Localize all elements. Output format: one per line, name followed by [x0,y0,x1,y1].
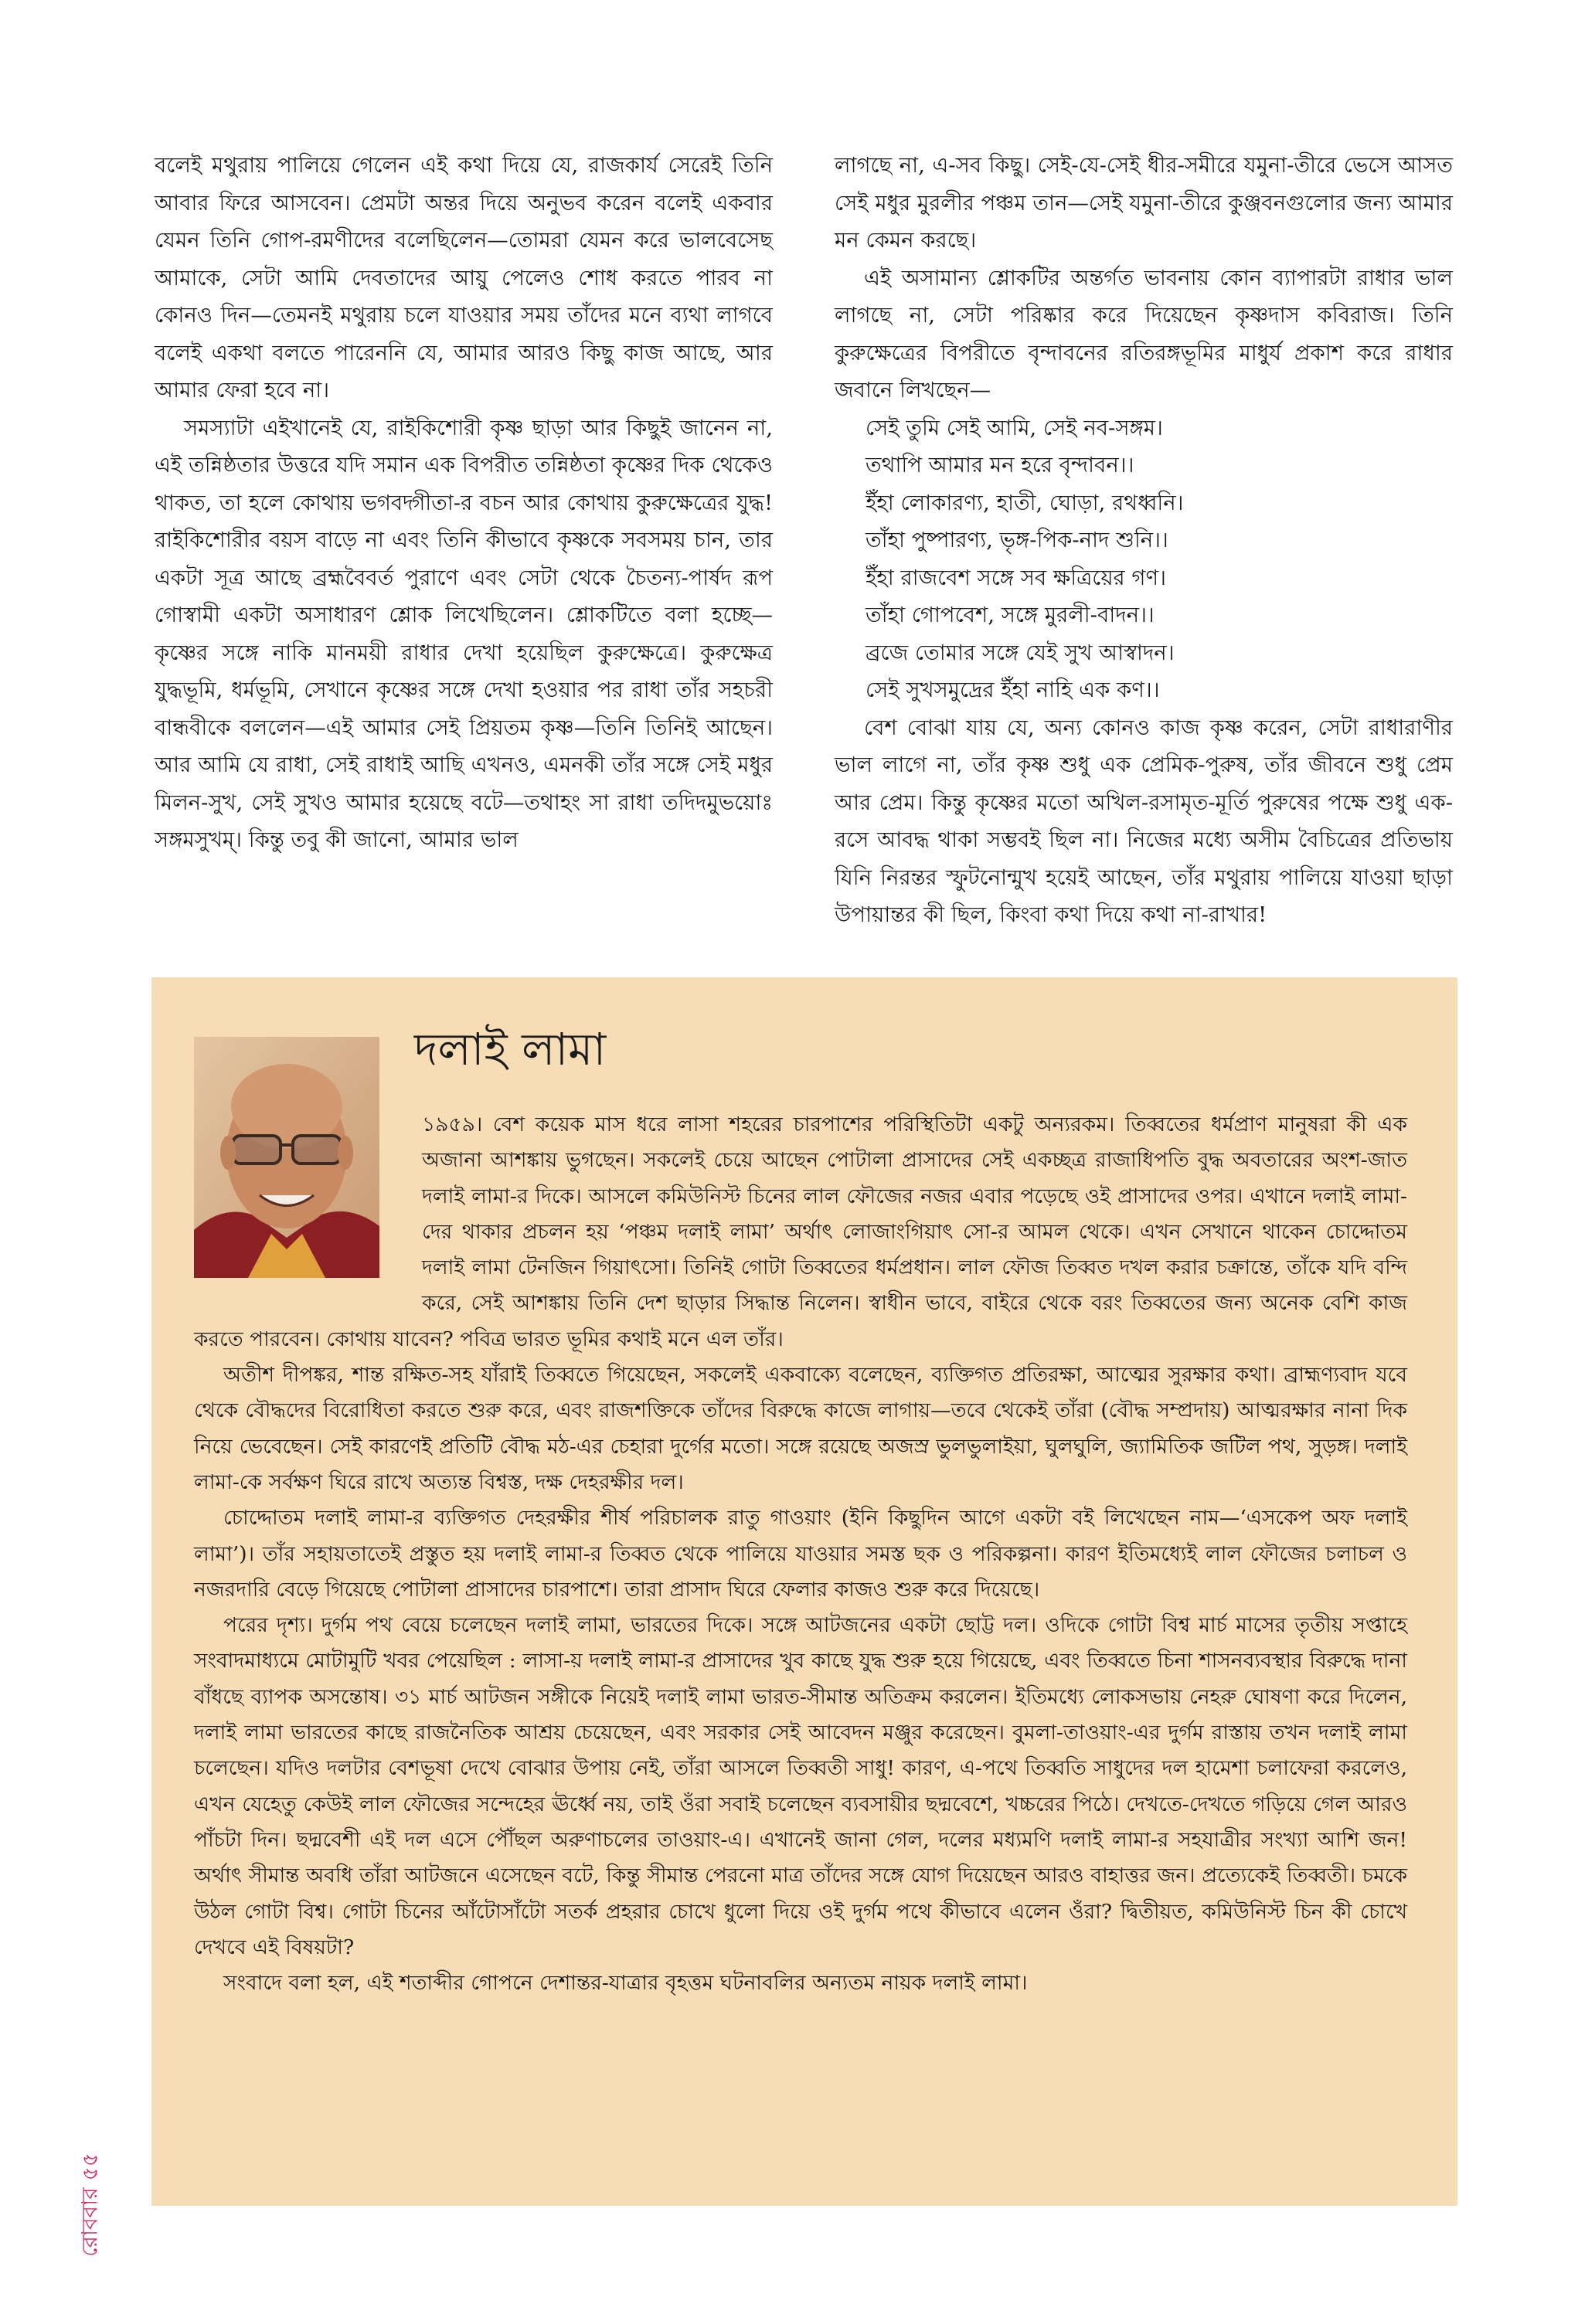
verse-line: তাঁহা গোপবেশ, সঙ্গে মুরলী-বাদন।। [866,603,1155,627]
verse-line: সেই তুমি সেই আমি, সেই নব-সঙ্গম। [866,415,1163,440]
article-paragraph: সমস্যাটা এইখানেই যে, রাইকিশোরী কৃষ্ণ ছাড়া আর কিছুই জানেন না, এই তন্নিষ্ঠতার উত্তরে যদি সমান এক বিপরীত তন্নিষ্ঠতা কৃষ্ণের দিক থেকেও থাকত, তা হলে কোথায় ভগবদ্গীতা-র বচন আর কোথায় কুরুক্ষেত্রের যুদ্ধ! রাইকিশোরীর বয়স বাড়ে না এবং তিনি কীভাবে কৃষ্ণকে সবসময় চান, তার একটা সূত্র আছে ব্রহ্মবৈবর্ত পুরাণে এবং সেটা থেকে চৈতন্য-পার্ষদ রূপ গোস্বামী একটা অসাধারণ শ্লোক লিখেছিলেন। শ্লোকটিতে বলা হচ্ছে—কৃষ্ণের সঙ্গে নাকি মানময়ী রাধার দেখা হয়েছিল কুরুক্ষেত্রে। কুরুক্ষেত্র যুদ্ধভূমি, ধর্মভূমি, সেখানে কৃষ্ণের সঙ্গে দেখা হওয়ার পর রাধা তাঁর সহচরী বান্ধবীকে বললেন—এই আমার সেই প্রিয়তম কৃষ্ণ—তিনি তিনিই আছেন। আর আমি যে রাধা, সেই রাধাই আছি এখনও, এমনকী তাঁর সঙ্গে সেই মধুর মিলন-সুখ, সেই সুখও আমার হয়েছে বটে—তথাহং সা রাধা তদিদমুভয়োঃ সঙ্গমসুখম্। কিন্তু তবু কী জানো, আমার ভাল [155,415,773,852]
verse-line: ইঁহা রাজবেশ সঙ্গে সব ক্ষত্রিয়ের গণ। [866,565,1166,590]
article-column-right [835,147,1453,934]
article-column-left [155,147,773,859]
sidebar-paragraph: পরের দৃশ্য। দুর্গম পথ বেয়ে চলেছেন দলাই লামা, ভারতের দিকে। সঙ্গে আটজনের একটা ছোট্ট দল। ওদিকে গোটা বিশ্ব মার্চ মাসের তৃতীয় সপ্তাহে সংবাদমাধ্যমে মোটামুটি খবর পেয়েছিল : লাসা-য় দলাই লামা-র প্রাসাদের খুব কাছে যুদ্ধ শুরু হয়ে গিয়েছে, এবং তিব্বতে চিনা শাসনব্যবস্থার বিরুদ্ধে দানা বাঁধছে ব্যাপক অসন্তোষ। ৩১ মার্চ আটজন সঙ্গীকে নিয়েই দলাই লামা ভারত-সীমান্ত অতিক্রম করলেন। ইতিমধ্যে লোকসভায় নেহরু ঘোষণা করে দিলেন, দলাই লামা ভারতের কাছে রাজনৈতিক আশ্রয় চেয়েছেন, এবং সরকার সেই আবেদন মঞ্জুর করেছেন। বুমলা-তাওয়াং-এর দুর্গম রাস্তায় তখন দলাই লামা চলেছেন। যদিও দলটার বেশভূষা দেখে বোঝার উপায় নেই, তাঁরা আসলে তিব্বতী সাধু! কারণ, এ-পথে তিব্বতি সাধুদের দল হামেশা চলাফেরা করলেও, এখন যেহেতু কেউই লাল ফৌজের সন্দেহের ঊর্ধ্বে নয়, তাই ওঁরা সবাই চলেছেন ব্যবসায়ীর ছদ্মবেশে, খচ্চরের পিঠে। দেখতে-দেখতে গড়িয়ে গেল আরও পাঁচটা দিন। ছদ্মবেশী এই দল এসে পৌঁছল অরুণাচলের তাওয়াং-এ। এখানেই জানা গেল, দলের মধ্যমণি দলাই লামা-র সহযাত্রীর সংখ্যা আশি জন! অর্থাৎ সীমান্ত অবধি তাঁরা আটজনে এসেছেন বটে, কিন্তু সীমান্ত পেরনো মাত্র তাঁদের সঙ্গে যোগ দিয়েছেন আরও বাহাত্তর জন। প্রত্যেকেই তিব্বতী। চমকে উঠল গোটা বিশ্ব। গোটা চিনের আঁটোসাঁটো সতর্ক প্রহরার চোখে ধুলো দিয়ে ওই দুর্গম পথে কীভাবে এলেন ওঁরা? দ্বিতীয়ত, কমিউনিস্ট চিন কী চোখে দেখবে এই বিষয়টা? [194,1613,1407,1959]
verse-line: ইঁহা লোকারণ্য, হাতী, ঘোড়া, রথধ্বনি। [866,490,1184,515]
article-paragraph: এই অসামান্য শ্লোকটির অন্তর্গত ভাবনায় কোন ব্যাপারটা রাধার ভাল লাগছে না, সেটা পরিষ্কার করে দিয়েছেন কৃষ্ণদাস কবিরাজ। তিনি কুরুক্ষেত্রের বিপরীতে বৃন্দাবনের রতিরঙ্গভূমির মাধুর্য প্রকাশ করে রাধার জবানে লিখছেন— [835,265,1453,403]
folio-text: রোববার ৫৫ [77,2152,103,2257]
photo-spacer [194,1107,422,1320]
verse-line: তথাপি আমার মন হরে বৃন্দাবন।। [866,453,1134,477]
sidebar-paragraph: চোদ্দোতম দলাই লামা-র ব্যক্তিগত দেহরক্ষীর শীর্ষ পরিচালক রাতু গাওয়াং (ইনি কিছুদিন আগে একটা বই লিখেছেন নাম—‘এসকেপ অফ দলাই লামা’)। তাঁর সহায়তাতেই প্রস্তুত হয় দলাই লামা-র তিব্বত থেকে পালিয়ে যাওয়ার সমস্ত ছক ও পরিকল্পনা। কারণ ইতিমধ্যেই লাল ফৌজের চলাচল ও নজরদারি বেড়ে গিয়েছে পোটালা প্রাসাদের চারপাশে। তারা প্রাসাদ ঘিরে ফেলার কাজও শুরু করে দিয়েছে। [194,1506,1407,1602]
sidebar-box [151,977,1457,2206]
verse-line: ব্রজে তোমার সঙ্গে যেই সুখ আস্বাদন। [866,640,1175,665]
sidebar-paragraph: অতীশ দীপঙ্কর, শান্ত রক্ষিত-সহ যাঁরাই তিব্বতে গিয়েছেন, সকলেই একবাক্যে বলেছেন, ব্যক্তিগত প্রতিরক্ষা, আত্মের সুরক্ষার কথা। ব্রাহ্মণ্যবাদ যবে থেকে বৌদ্ধদের বিরোধিতা করতে শুরু করে, এবং রাজশক্তিকে তাঁদের বিরুদ্ধে কাজে লাগায়—তবে থেকেই তাঁরা (বৌদ্ধ সম্প্রদায়) আত্মরক্ষার নানা দিক নিয়ে ভেবেছেন। সেই কারণেই প্রতিটি বৌদ্ধ মঠ-এর চেহারা দুর্গের মতো। সঙ্গে রয়েছে অজস্র ভুলভুলাইয়া, ঘুলঘুলি, জ্যামিতিক জটিল পথ, সুড়ঙ্গ। দলাই লামা-কে সর্বক্ষণ ঘিরে রাখে অত্যন্ত বিশ্বস্ত, দক্ষ দেহরক্ষীর দল। [194,1363,1407,1494]
verse-line: তাঁহা পুষ্পারণ্য, ভৃঙ্গ-পিক-নাদ শুনি।। [866,528,1168,552]
sidebar-paragraph: সংবাদে বলা হল, এই শতাব্দীর গোপনে দেশান্তর-যাত্রার বৃহত্তম ঘটনাবলির অন্যতম নায়ক দলাই লামা। [223,1971,1028,1996]
sidebar-text [194,1107,1407,2001]
sidebar-paragraph: ১৯৫৯। বেশ কয়েক মাস ধরে লাসা শহরের চারপাশের পরিস্থিতিটা একটু অন্যরকম। তিব্বতের ধর্মপ্রাণ মানুষরা কী এক অজানা আশঙ্কায় ভুগছেন। সকলেই চেয়ে আছেন পোটালা প্রাসাদের সেই একচ্ছত্র রাজাধিপতি বুদ্ধ অবতারের অংশ-জাত দলাই লামা-র দিকে। আসলে কমিউনিস্ট চিনের লাল ফৌজের নজর এবার পড়েছে ওই প্রাসাদের ওপর। এখানে দলাই লামা-দের থাকার প্রচলন হয় ‘পঞ্চম দলাই লামা’ অর্থাৎ লোজাংগিয়াৎ সো-র আমল থেকে। এখন সেখানে থাকেন চোদ্দোতম দলাই লামা টেনজিন গিয়াৎসো। তিনিই গোটা তিব্বতের ধর্মপ্রধান। লাল ফৌজ তিব্বত দখল করার চক্রান্তে, তাঁকে যদি বন্দি করে, সেই আশঙ্কায় তিনি দেশ ছাড়ার সিদ্ধান্ত নিলেন। স্বাধীন ভাবে, বাইরে থেকে বরং তিব্বতের জন্য অনেক বেশি কাজ করতে পারবেন। কোথায় যাবেন? পবিত্র ভারত ভূমির কথাই মনে এল তাঁর। [194,1113,1407,1351]
page-folio [76,2125,107,2279]
article-paragraph: বেশ বোঝা যায় যে, অন্য কোনও কাজ কৃষ্ণ করেন, সেটা রাধারাণীর ভাল লাগে না, তাঁর কৃষ্ণ শুধু এক প্রেমিক-পুরুষ, তাঁর জীবনে শুধু প্রেম আর প্রেম। কিন্তু কৃষ্ণের মতো অখিল-রসামৃত-মূর্তি পুরুষের পক্ষে শুধু এক-রসে আবদ্ধ থাকা সম্ভবই ছিল না। নিজের মধ্যে অসীম বৈচিত্রের প্রতিভায় যিনি নিরন্তর স্ফুটনোন্মুখ হয়েই আছেন, তাঁর মথুরায় পালিয়ে যাওয়া ছাড়া উপায়ান্তর কী ছিল, কিংবা কথা দিয়ে কথা না-রাখার! [835,715,1453,927]
verse-block [835,409,1453,709]
article-paragraph: লাগছে না, এ-সব কিছু। সেই-যে-সেই ধীর-সমীরে যমুনা-তীরে ভেসে আসত সেই মধুর মুরলীর পঞ্চম তান—সেই যমুনা-তীরে কুঞ্জবনগুলোর জন্য আমার মন কেমন করছে। [835,153,1453,253]
sidebar-title: দলাই লামা [414,1023,607,1075]
verse-line: সেই সুখসমুদ্রের ইঁহা নাহি এক কণ।। [866,678,1160,702]
article-paragraph: বলেই মথুরায় পালিয়ে গেলেন এই কথা দিয়ে যে, রাজকার্য সেরেই তিনি আবার ফিরে আসবেন। প্রেমটা অন্তর দিয়ে অনুভব করেন বলেই একবার যেমন তিনি গোপ-রমণীদের বলেছিলেন—তোমরা যেমন করে ভালবেসেছ আমাকে, সেটা আমি দেবতাদের আয়ু পেলেও শোধ করতে পারব না কোনও দিন—তেমনই মথুরায় চলে যাওয়ার সময় তাঁদের মনে ব্যথা লাগবে বলেই একথা বলতে পারেননি যে, আমার আরও কিছু কাজ আছে, আর আমার ফেরা হবে না। [155,153,773,403]
